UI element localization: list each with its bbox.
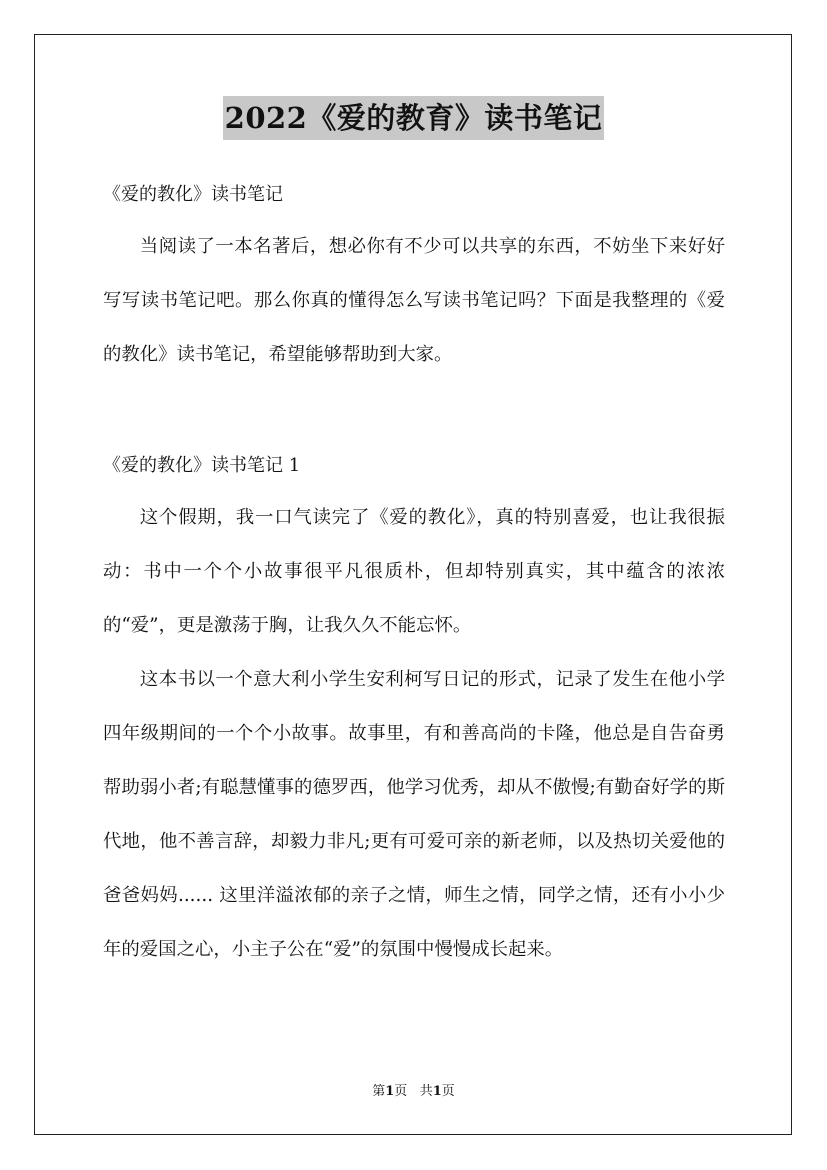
intro-paragraph: 当阅读了一本名著后，想必你有不少可以共享的东西，不妨坐下来好好写写读书笔记吧。那么你真的懂得怎么写读书笔记吗？下面是我整理的《爱的教化》读书笔记，希望能够帮助到大家。 <box>103 236 725 365</box>
page-footer <box>0 1083 827 1101</box>
page-suffix: 页 <box>441 1084 455 1099</box>
page-number: 1 <box>385 1084 395 1099</box>
section-heading: 《爱的教化》读书笔记 1 <box>103 455 301 476</box>
page-prefix: 第 <box>372 1084 386 1099</box>
document-title-text: 2022《爱的教育》读书笔记 <box>223 96 605 140</box>
body-paragraph-1: 这个假期，我一口气读完了《爱的教化》，真的特别喜爱，也让我很振动：书中一个个小故事很平凡很质朴，但却特别真实，其中蕴含的浓浓的“爱”，更是激荡于胸，让我久久不能忘怀。 <box>103 507 725 636</box>
page-total: 1 <box>432 1084 442 1099</box>
document-subtitle: 《爱的教化》读书笔记 <box>103 184 283 205</box>
body-paragraph-2: 这本书以一个意大利小学生安利柯写日记的形式，记录了发生在他小学四年级期间的一个个小故事。故事里，有和善高尚的卡隆，他总是自告奋勇帮助弱小者;有聪慧懂事的德罗西，他学习优秀，却从不傲慢;有勤奋好学的斯代地，他不善言辞，却毅力非凡;更有可爱可亲的新老师，以及热切关爱他的爸爸妈妈...... 这里洋溢浓郁的亲子之情，师生之情，同学之情，还有小小少年的爱国之心，小主子公在“爱”的氛围中慢慢成长起来。 <box>103 669 725 960</box>
document-title <box>0 96 827 140</box>
page-mid: 页 共 <box>394 1084 433 1099</box>
